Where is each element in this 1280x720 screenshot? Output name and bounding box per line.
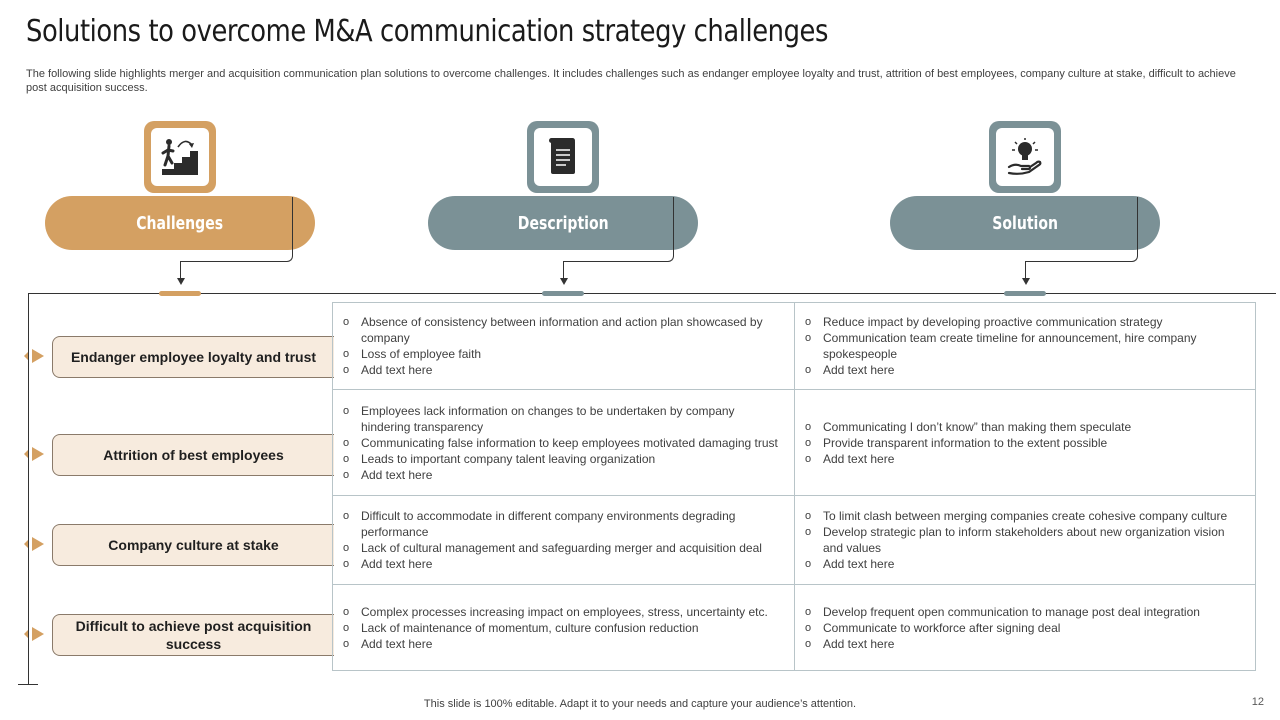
description-cell xyxy=(333,496,795,584)
solutions-table xyxy=(332,302,1256,671)
list-item: o Develop frequent open communication to manage post deal integration xyxy=(805,604,1245,620)
list-item: o Difficult to accommodate in different company environments degrading performance xyxy=(343,508,784,540)
list-item: o Communication team create timeline for announcement, hire company spokespeople xyxy=(805,330,1245,362)
vertical-line-end xyxy=(18,684,38,685)
description-cell xyxy=(333,303,795,389)
solution-cell xyxy=(795,496,1255,584)
list-item: o Leads to important company talent leaving organization xyxy=(343,451,784,467)
chevron-right-icon xyxy=(24,537,46,551)
list-item: o Communicating I don’t know” than making them speculate xyxy=(805,419,1245,435)
arrow-icon xyxy=(560,278,568,285)
list-item: o Employees lack information on changes to be undertaken by company hindering transparency xyxy=(343,403,784,435)
list-item: o Loss of employee faith xyxy=(343,346,784,362)
list-item: o Add text here xyxy=(343,636,784,652)
lightbulb-hand-icon xyxy=(989,121,1061,193)
list-item: o Lack of cultural management and safeguarding merger and acquisition deal xyxy=(343,540,784,556)
description-cell xyxy=(333,585,795,670)
challenge-box: Difficult to achieve post acquisition success xyxy=(52,614,334,656)
footer-note: This slide is 100% editable. Adapt it to your needs and capture your audience’s attention. xyxy=(423,698,857,710)
solution-cell xyxy=(795,303,1255,389)
challenges-header: Challenges xyxy=(45,196,315,250)
list-item: o Add text here xyxy=(805,451,1245,467)
list-item: o Reduce impact by developing proactive communication strategy xyxy=(805,314,1245,330)
page-number: 12 xyxy=(1251,696,1264,708)
chevron-right-icon xyxy=(24,627,46,641)
chevron-right-icon xyxy=(24,349,46,363)
list-item: o Communicating false information to keep employees motivated damaging trust xyxy=(343,435,784,451)
marker-tab xyxy=(542,291,584,296)
slide-title: Solutions to overcome M&A communication strategy challenges xyxy=(26,14,828,49)
connector xyxy=(563,197,674,262)
table-row xyxy=(333,585,1255,670)
list-item: o Add text here xyxy=(343,556,784,572)
divider-line xyxy=(28,293,1276,294)
table-row xyxy=(333,303,1255,390)
chevron-right-icon xyxy=(24,447,46,461)
connector xyxy=(1025,197,1138,262)
document-icon xyxy=(527,121,599,193)
list-item: o Add text here xyxy=(805,362,1245,378)
table-row xyxy=(333,496,1255,585)
list-item: o Absence of consistency between information and action plan showcased by company xyxy=(343,314,784,346)
marker-tab xyxy=(1004,291,1046,296)
table-row xyxy=(333,390,1255,496)
arrow-icon xyxy=(1022,278,1030,285)
connector xyxy=(180,197,293,262)
solution-cell xyxy=(795,390,1255,495)
description-header: Description xyxy=(428,196,698,250)
list-item: o Provide transparent information to the extent possible xyxy=(805,435,1245,451)
solution-cell xyxy=(795,585,1255,670)
challenge-box: Company culture at stake xyxy=(52,524,334,566)
list-item: o Develop strategic plan to inform stakeholders about new organization vision and values xyxy=(805,524,1245,556)
challenge-box: Attrition of best employees xyxy=(52,434,334,476)
stairs-climb-icon xyxy=(144,121,216,193)
list-item: o Lack of maintenance of momentum, culture confusion reduction xyxy=(343,620,784,636)
marker-tab xyxy=(159,291,201,296)
list-item: o Add text here xyxy=(343,362,784,378)
list-item: o Add text here xyxy=(343,467,784,483)
slide-subtitle: The following slide highlights merger and acquisition communication plan solutions to overcome challenges. It includes challenges such as endanger employee loyalty and trust, attrition of best employees, company culture at stake, difficult to achieve post acquisition success. xyxy=(26,68,1236,94)
list-item: o Complex processes increasing impact on employees, stress, uncertainty etc. xyxy=(343,604,784,620)
list-item: o To limit clash between merging companies create cohesive company culture xyxy=(805,508,1245,524)
description-cell xyxy=(333,390,795,495)
solution-header: Solution xyxy=(890,196,1160,250)
list-item: o Add text here xyxy=(805,556,1245,572)
list-item: o Communicate to workforce after signing deal xyxy=(805,620,1245,636)
arrow-icon xyxy=(177,278,185,285)
list-item: o Add text here xyxy=(805,636,1245,652)
challenge-box: Endanger employee loyalty and trust xyxy=(52,336,334,378)
